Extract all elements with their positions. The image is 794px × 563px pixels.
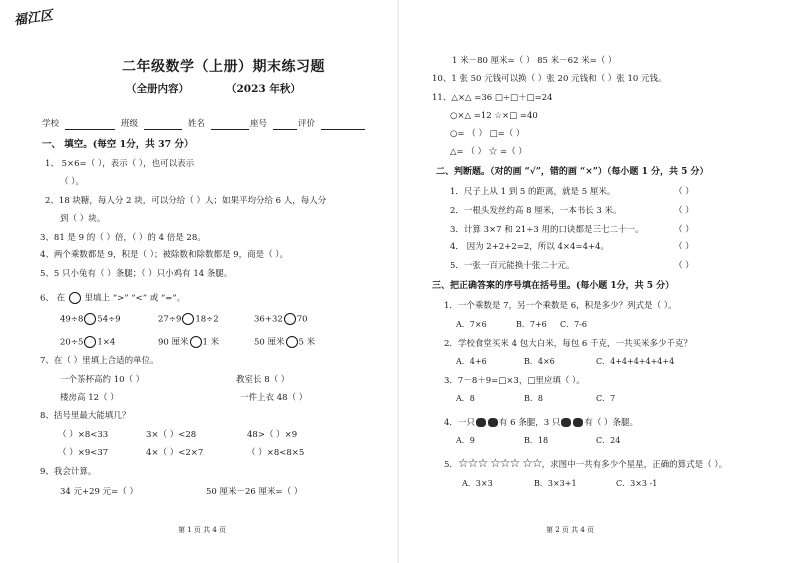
q7-item-4: 一件上衣 48（ ） <box>240 393 308 403</box>
judge-5: 5．一张一百元能换十张二十元。 <box>450 261 575 271</box>
judge-2: 2．一根头发丝约高 8 厘米，一本书长 3 米。 <box>450 206 622 216</box>
q8-item-1: （ ）×8<33 <box>58 430 109 440</box>
page-footer-right: 第 2 页 共 4 页 <box>546 526 595 534</box>
compare-circle[interactable] <box>190 336 202 348</box>
info-seat-label: 座号 <box>250 119 268 129</box>
page-fold <box>397 0 399 563</box>
info-school-label: 学校 <box>42 119 60 129</box>
q6-right: 54÷9 <box>97 314 121 325</box>
q3: 3、81 是 9 的（ ）倍，（ ）的 4 倍是 28。 <box>40 233 206 243</box>
page-footer-left: 第 1 页 共 4 页 <box>178 526 227 534</box>
choice-4-part2: 有 6 条腿，3 只 <box>498 418 561 428</box>
q11-line3: ○= （ ） □=（ ） <box>450 129 525 139</box>
q6-right: 18÷2 <box>195 314 219 325</box>
q11-line4: △= （ ） ☆ =（ ） <box>450 147 527 157</box>
q6-item-6 <box>254 336 315 348</box>
star-icons: ☆☆☆ ☆☆☆ ☆☆ <box>457 456 542 470</box>
q6-item-3 <box>254 313 308 325</box>
q6-instruction: 里填上 “>” “<” 或 “=”。 <box>84 293 186 304</box>
exam-title: 二年级数学（上册）期末练习题 <box>122 59 325 75</box>
q2-line1: 2、18 块糖，每人分 2 块，可以分给（ ）人；如果平均分给 6 人，每人分 <box>45 196 327 206</box>
compare-circle[interactable] <box>284 313 296 325</box>
q8-item-2: 3×（ ）<28 <box>146 430 197 440</box>
choice-5 <box>444 457 727 470</box>
choice-5-part2: ，求图中一共有多少个星星，正确的算式是（ ）。 <box>541 460 728 470</box>
class-field[interactable] <box>144 121 182 130</box>
school-field[interactable] <box>65 121 115 130</box>
circle-icon <box>69 292 81 304</box>
q10: 10、1 张 50 元钱可以换（ ）张 20 元钱和（ ）张 10 元钱。 <box>432 74 667 84</box>
choice-4-part1: 4．一只 <box>444 418 475 428</box>
choice-1: 1．一个乘数是 7，另一个乘数是 6，积是多少？列式是（ ）。 <box>444 301 677 311</box>
choice-3: 3．7－8＋9=□×3，□里应填（ ）。 <box>444 376 585 386</box>
choice-2-b[interactable]: B．4×6 <box>524 357 555 366</box>
section-2-heading: 二、判断题。（对的画 “√”，错的画 “×”）（每小题 1 分，共 5 分） <box>436 167 709 177</box>
choice-2-a[interactable]: A．4+6 <box>456 357 487 366</box>
q6-left: 50 厘米 <box>254 337 285 348</box>
info-grade-label: 评价 <box>298 119 316 129</box>
judge-answer-2[interactable]: （ ） <box>674 206 694 216</box>
q6-right: 1×4 <box>97 337 116 348</box>
judge-answer-1[interactable]: （ ） <box>674 187 694 197</box>
q9-item-3: 1 米－80 厘米=（ ） 85 米－62 米=（ ） <box>452 56 617 66</box>
q2-line2: 到（ ）块。 <box>60 214 106 224</box>
q7: 7、在（ ）里填上合适的单位。 <box>40 356 159 366</box>
choice-4-a[interactable]: A．9 <box>456 436 475 445</box>
q7-item-3: 楼房高 12（ ） <box>60 393 119 403</box>
compare-circle[interactable] <box>84 336 96 348</box>
handwritten-note: 福江区 <box>13 8 54 29</box>
choice-5-b[interactable]: B．3×3+1 <box>534 479 577 488</box>
choice-5-a[interactable]: A．3×3 <box>462 479 493 488</box>
section-3-heading: 三、把正确答案的序号填在括号里。(每小题 1分，共 5 分） <box>432 281 675 291</box>
choice-5-c[interactable]: C．3×3 -1 <box>616 479 658 488</box>
choice-4-b[interactable]: B．18 <box>524 436 549 445</box>
q6-left: 27÷9 <box>158 314 182 325</box>
q6-left: 49÷8 <box>60 314 84 325</box>
choice-5-part1: 5． <box>444 460 458 470</box>
q8-item-4: （ ）×9<37 <box>58 448 109 458</box>
ant-icon <box>573 418 583 427</box>
q6-prefix: 6、 在 <box>40 293 66 304</box>
q9-item-1: 34 元+29 元=（ ） <box>60 487 138 497</box>
choice-2: 2．学校食堂买米 4 包大白米，每包 6 千克，一共买米多少千克？ <box>444 339 693 349</box>
judge-3: 3．计算 3×7 和 21÷3 用的口诀都是三七二十一。 <box>450 225 644 235</box>
name-field[interactable] <box>211 121 249 130</box>
q9-item-2: 50 厘米－26 厘米=（ ） <box>206 487 303 497</box>
q11-line2: ○×△ =12 ☆×□ =40 <box>450 111 538 121</box>
q6-item-1 <box>60 313 121 325</box>
q11-line1: 11、△×△ =36 □÷□＋□=24 <box>432 93 553 103</box>
grade-field[interactable] <box>321 121 365 130</box>
info-name-label: 姓名 <box>188 119 206 129</box>
choice-1-a[interactable]: A．7×6 <box>456 320 487 329</box>
compare-circle[interactable] <box>182 313 194 325</box>
q6-right: 70 <box>296 314 308 325</box>
q4: 4、两个乘数都是 9，积是（ ）；被除数和除数都是 9，商是（ ）。 <box>40 250 289 260</box>
q8-item-5: 4×（ ）<2×7 <box>146 448 204 458</box>
q9: 9、我会计算。 <box>40 467 97 477</box>
q6-line <box>40 292 185 304</box>
judge-answer-5[interactable]: （ ） <box>674 261 694 271</box>
q7-item-1: 一个茶杯高约 10（ ） <box>60 375 145 385</box>
q6-right: 1 米 <box>202 337 220 348</box>
q1-line1: 1、 5×6=（ ），表示（ ），也可以表示 <box>45 159 195 169</box>
ant-icon <box>561 418 571 427</box>
q1-line2: （ ）。 <box>60 177 84 187</box>
seat-field[interactable] <box>273 121 297 130</box>
exam-term: （2023 年秋） <box>226 83 301 95</box>
judge-1: 1．尺子上从 1 到 5 的距离，就是 5 厘米。 <box>450 187 616 197</box>
right-page <box>400 0 794 563</box>
compare-circle[interactable] <box>84 313 96 325</box>
q8-item-3: 48>（ ）×9 <box>247 430 298 440</box>
choice-4-c[interactable]: C．24 <box>596 436 621 445</box>
q6-left: 20÷5 <box>60 337 84 348</box>
section-1-heading: 一、 填空。(每空 1分，共 37 分） <box>42 139 194 150</box>
q5: 5、5 只小兔有（ ）条腿；（ ）只小鸡有 14 条腿。 <box>40 269 233 279</box>
choice-3-a[interactable]: A．8 <box>456 394 475 403</box>
q6-left: 36+32 <box>254 314 283 325</box>
choice-1-b[interactable]: B．7+6 <box>516 320 547 329</box>
choice-4-part3: 有（ ）条腿。 <box>584 418 639 428</box>
info-class-label: 班级 <box>121 119 139 129</box>
choice-3-c[interactable]: C．7 <box>596 394 616 403</box>
choice-1-c[interactable]: C．7-6 <box>560 320 588 329</box>
q6-item-4 <box>60 336 115 348</box>
exam-scope: （全册内容） <box>126 83 189 95</box>
q8-item-6: （ ）×8<8×5 <box>247 448 305 458</box>
q6-right: 5 米 <box>298 337 316 348</box>
choice-2-c[interactable]: C．4+4+4+4+4+4 <box>596 357 675 366</box>
choice-4 <box>444 418 638 428</box>
q7-item-2: 教室长 8（ ） <box>236 375 290 385</box>
q6-item-5 <box>158 336 219 348</box>
q8: 8、括号里最大能填几？ <box>40 411 131 421</box>
ant-icon <box>476 418 486 427</box>
judge-4: 4． 因为 2+2+2=2，所以 4×4=4+4。 <box>450 242 610 252</box>
q6-item-2 <box>158 313 219 325</box>
ant-icon <box>488 418 498 427</box>
judge-answer-4[interactable]: （ ） <box>674 242 694 252</box>
q6-left: 90 厘米 <box>158 337 189 348</box>
compare-circle[interactable] <box>286 336 298 348</box>
judge-answer-3[interactable]: （ ） <box>674 225 694 235</box>
choice-3-b[interactable]: B．8 <box>524 394 543 403</box>
